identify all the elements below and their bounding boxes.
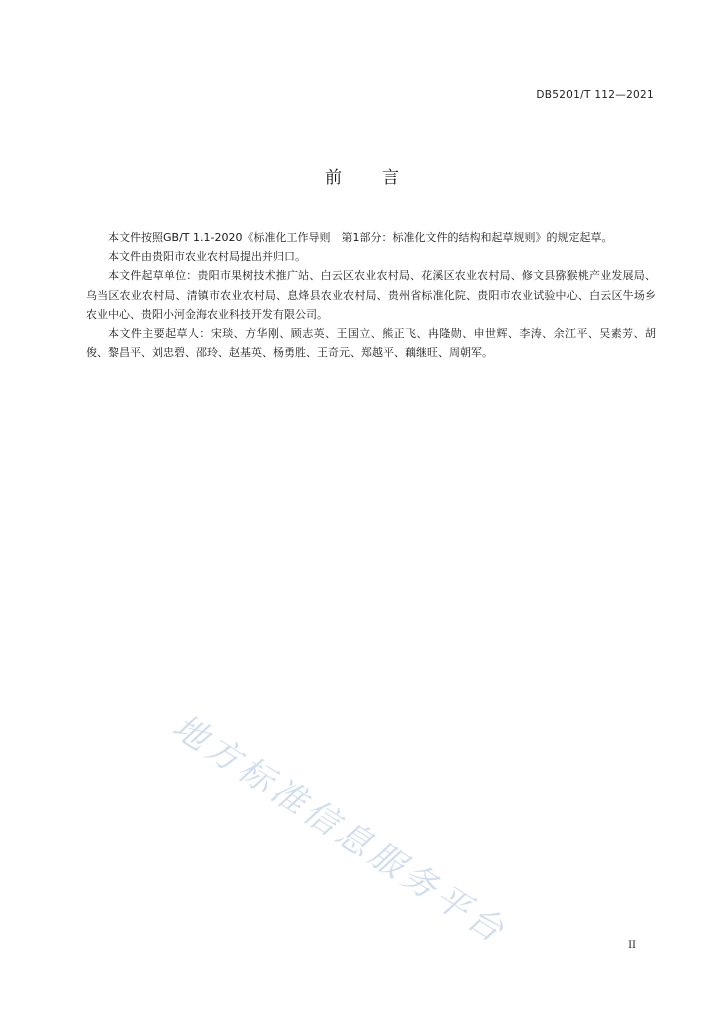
paragraph-proposer: 本文件由贵阳市农业农村局提出并归口。 <box>108 250 306 264</box>
paragraph-drafting-units: 本文件起草单位：贵阳市果树技术推广站、白云区农业农村局、花溪区农业农村局、修文县猕猴桃产业发展局、乌当区农业农村局、清镇市农业农村局、息烽县农业农村局、贵州省标准化院、贵阳市农业试验中心、白云区牛场乡农业中心、贵阳小河金海农业科技开发有限公司。 <box>86 269 656 321</box>
paragraph-drafters: 本文件主要起草人：宋琰、方华刚、顾志英、王国立、熊正飞、冉隆勋、申世辉、李涛、余江平、吴素芳、胡俊、黎昌平、刘忠碧、邵玲、赵基英、杨勇胜、王奇元、郑越平、藕继旺、周朝军。 <box>86 327 656 360</box>
title-char-1: 前 <box>325 168 342 188</box>
title-char-2: 言 <box>382 168 399 188</box>
page-title <box>0 163 724 188</box>
paragraph-drafting-rules: 本文件按照GB/T 1.1-2020《标准化工作导则 第1部分：标准化文件的结构和起草规则》的规定起草。 <box>108 231 613 244</box>
watermark: 地方标准信息服务平台 <box>165 706 515 953</box>
document-code: DB5201/T 112—2021 <box>536 89 654 101</box>
page-number: II <box>628 940 636 951</box>
foreword-body <box>86 228 656 362</box>
